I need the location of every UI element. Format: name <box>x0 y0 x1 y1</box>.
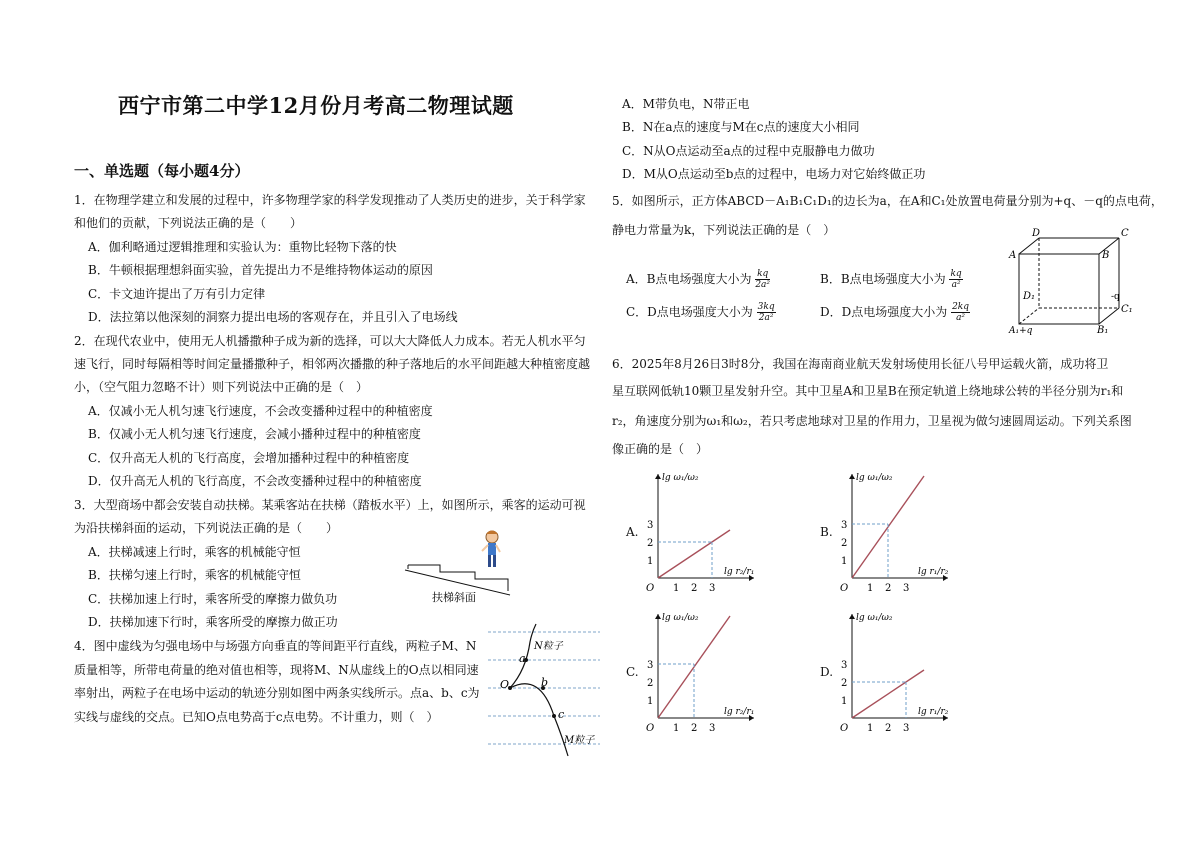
q1-line2: 和他们的贡献，下列说法正确的是（ ） <box>74 216 303 230</box>
q5-b-num: kq <box>950 269 962 279</box>
graph-b <box>836 466 961 596</box>
q5-option-c <box>626 302 776 323</box>
section-heading: 一、单选题（每小题4分） <box>74 162 250 180</box>
q2-option-c: C．仅升高无人机的飞行高度，会增加播种过程中的种植密度 <box>88 451 410 465</box>
y-axis-label: lg ω₁/ω₂ <box>662 613 699 623</box>
q3-line1: 3．大型商场中都会安装自动扶梯。某乘客站在扶梯（踏板水平）上，如图所示，乘客的运动可视 <box>74 498 586 512</box>
q5-option-b <box>820 269 963 290</box>
q5-d-num: 2kq <box>952 302 970 312</box>
graph-d <box>836 606 961 736</box>
point-b-label: b <box>541 676 549 689</box>
y-axis-label: lg ω₁/ω₂ <box>856 473 893 483</box>
x-tick-label: 1 <box>673 723 680 734</box>
x-tick-label: 3 <box>709 723 716 734</box>
x-tick-label: 2 <box>691 723 698 734</box>
q1-option-a: A．伽利略通过逻辑推理和实验认为：重物比轻物下落的快 <box>88 240 397 254</box>
q5-b-den: a² <box>951 280 961 290</box>
q6-line3: r₂，角速度分别为ω₁和ω₂，若只考虑地球对卫星的作用力，卫星视为做匀速圆周运动。下列关系图 <box>612 414 1132 428</box>
q3-line2: 为沿扶梯斜面的运动，下列说法正确的是（ ） <box>74 521 339 535</box>
point-c-label: c <box>558 708 565 721</box>
q5-c-num: 3kq <box>757 302 775 312</box>
origin-label: O <box>840 723 849 734</box>
x-tick-label: 1 <box>867 583 874 594</box>
x-tick-label: 3 <box>903 723 910 734</box>
q5-option-a-text: A．B点电场强度大小为 <box>626 272 752 286</box>
y-tick-label: 1 <box>841 556 848 567</box>
q1-option-d: D．法拉第以他深刻的洞察力提出电场的客观存在，并且引入了电场线 <box>88 310 458 324</box>
q5-option-d <box>820 302 970 323</box>
q6-line1: 6．2025年8月26日3时8分，我国在海南商业航天发射场使用长征八号甲运载火箭，成功将卫 <box>612 357 1109 371</box>
x-axis-label: lg r₁/r₂ <box>918 707 949 717</box>
x-tick-label: 2 <box>691 583 698 594</box>
cube-label-a: A <box>1009 250 1017 261</box>
q2-option-a: A．仅减小无人机匀速飞行速度，不会改变播种过程中的种植密度 <box>88 404 433 418</box>
x-tick-label: 1 <box>867 723 874 734</box>
m-particle-label: M粒子 <box>564 735 595 746</box>
x-tick-label: 2 <box>885 723 892 734</box>
q2-line3: 小，（空气阻力忽略不计）则下列说法中正确的是（ ） <box>74 380 369 394</box>
x-tick-label: 2 <box>885 583 892 594</box>
y-axis-label: lg ω₁/ω₂ <box>856 613 893 623</box>
y-tick-label: 3 <box>841 520 848 531</box>
cube-label-b1: B₁ <box>1097 325 1109 336</box>
q2-line2: 速飞行，同时每隔相等时间定量播撒种子，相邻两次播撒的种子落地后的水平间距越大种植密度越 <box>74 357 591 371</box>
y-tick-label: 2 <box>647 678 654 689</box>
q2-option-d: D．仅升高无人机的飞行高度，不会改变播种过程中的种植密度 <box>88 474 422 488</box>
q3-option-d: D．扶梯加速下行时，乘客所受的摩擦力做正功 <box>88 615 338 629</box>
y-tick-label: 1 <box>841 696 848 707</box>
q4-option-b: B．N在a点的速度与M在c点的速度大小相同 <box>622 120 860 134</box>
cube-label-c: C <box>1121 228 1129 239</box>
q5-c-den: 2a² <box>758 313 774 323</box>
q5-option-a <box>626 269 770 290</box>
q5-option-c-text: C．D点电场强度大小为 <box>626 305 753 319</box>
q5-option-c-fraction <box>757 302 776 323</box>
q5-option-d-text: D．D点电场强度大小为 <box>820 305 948 319</box>
y-tick-label: 2 <box>647 538 654 549</box>
y-tick-label: 3 <box>647 660 654 671</box>
origin-label: O <box>646 723 655 734</box>
y-axis-label: lg ω₁/ω₂ <box>662 473 699 483</box>
x-axis-label: lg r₁/r₂ <box>918 567 949 577</box>
q1-option-c: C．卡文迪许提出了万有引力定律 <box>88 287 266 301</box>
point-a-label: a <box>519 652 526 665</box>
cube-label-c1: C₁ <box>1121 304 1133 315</box>
y-axis-arrow <box>849 474 855 479</box>
q3-option-b: B．扶梯匀速上行时，乘客的机械能守恒 <box>88 568 301 582</box>
q5-line2: 静电力常量为k，下列说法正确的是（ ） <box>612 223 836 237</box>
q4-option-a: A．M带负电，N带正电 <box>622 97 750 111</box>
data-line <box>852 670 924 718</box>
q4-line3: 率射出，两粒子在电场中运动的轨迹分别如图中两条实线所示。点a、b、c为 <box>74 686 480 700</box>
y-tick-label: 2 <box>841 538 848 549</box>
y-tick-label: 2 <box>841 678 848 689</box>
origin-label: O <box>646 583 655 594</box>
q5-d-den: a² <box>956 313 966 323</box>
q6-line4: 像正确的是（ ） <box>612 442 709 456</box>
point-o-label: O <box>500 678 510 691</box>
x-axis-label: lg r₂/r₁ <box>724 707 755 717</box>
q1-line1: 1．在物理学建立和发展的过程中，许多物理学家的科学发现推动了人类历史的进步，关于科学家 <box>74 193 586 207</box>
escalator-caption: 扶梯斜面 <box>432 591 476 604</box>
q5-option-d-fraction <box>951 302 970 323</box>
y-axis-arrow <box>849 614 855 619</box>
escalator-figure <box>400 525 520 605</box>
graph-c-label: C. <box>626 665 639 679</box>
cube-label-d1: D₁ <box>1023 291 1036 302</box>
q1-option-b: B．牛顿根据理想斜面实验，首先提出力不是维持物体运动的原因 <box>88 263 433 277</box>
x-tick-label: 3 <box>903 583 910 594</box>
x-tick-label: 1 <box>673 583 680 594</box>
y-tick-label: 1 <box>647 556 654 567</box>
graph-a <box>642 466 767 596</box>
cube-label-a1: A₁+q <box>1009 326 1033 336</box>
q4-line2: 质量相等，所带电荷量的绝对值也相等，现将M、N从虚线上的O点以相同速 <box>74 663 479 677</box>
y-tick-label: 1 <box>647 696 654 707</box>
graph-c <box>642 606 767 736</box>
page-title: 西宁市第二中学12月份月考高二物理试题 <box>118 93 514 118</box>
q5-option-a-fraction <box>755 269 770 290</box>
y-tick-label: 3 <box>841 660 848 671</box>
origin-label: O <box>840 583 849 594</box>
n-particle-label: N粒子 <box>534 641 563 652</box>
q3-option-a: A．扶梯减速上行时，乘客的机械能守恒 <box>88 545 301 559</box>
q4-line4: 实线与虚线的交点。已知O点电势高于c点电势。不计重力，则（ ） <box>74 710 439 724</box>
y-axis-arrow <box>655 614 661 619</box>
x-tick-label: 3 <box>709 583 716 594</box>
cube-figure <box>1005 226 1145 336</box>
graph-d-label: D. <box>820 665 834 679</box>
q6-line2: 星互联网低轨10颗卫星发射升空。其中卫星A和卫星B在预定轨道上绕地球公转的半径分别为r₁和 <box>612 384 1124 398</box>
data-line <box>658 530 730 578</box>
cube-label-d: D <box>1032 228 1041 239</box>
q5-a-num: kq <box>757 269 769 279</box>
q3-option-c: C．扶梯加速上行时，乘客所受的摩擦力做负功 <box>88 592 338 606</box>
field-trajectory-figure <box>488 622 600 757</box>
graph-b-label: B. <box>820 525 833 539</box>
y-axis-arrow <box>655 474 661 479</box>
cube-label-b: B <box>1102 250 1110 261</box>
q4-option-d: D．M从O点运动至b点的过程中，电场力对它始终做正功 <box>622 167 926 181</box>
graph-a-label: A. <box>626 525 639 539</box>
q5-option-b-fraction <box>949 269 962 290</box>
x-axis-label: lg r₂/r₁ <box>724 567 755 577</box>
q4-option-c: C．N从O点运动至a点的过程中克服静电力做功 <box>622 144 875 158</box>
q5-option-b-text: B．B点电场强度大小为 <box>820 272 946 286</box>
q4-line1: 4．图中虚线为匀强电场中与场强方向垂直的等间距平行直线，两粒子M、N <box>74 639 477 653</box>
q5-line1: 5．如图所示，正方体ABCD－A₁B₁C₁D₁的边长为a，在A和C₁处放置电荷量分别为+q、－q的点电荷， <box>612 194 1163 208</box>
q2-option-b: B．仅减小无人机匀速飞行速度，会减小播种过程中的种植密度 <box>88 427 421 441</box>
q5-a-den: 2a² <box>755 280 771 290</box>
q2-line1: 2．在现代农业中，使用无人机播撒种子成为新的选择，可以大大降低人力成本。若无人机水平匀 <box>74 334 586 348</box>
cube-label-mq: -q <box>1111 292 1120 302</box>
y-tick-label: 3 <box>647 520 654 531</box>
